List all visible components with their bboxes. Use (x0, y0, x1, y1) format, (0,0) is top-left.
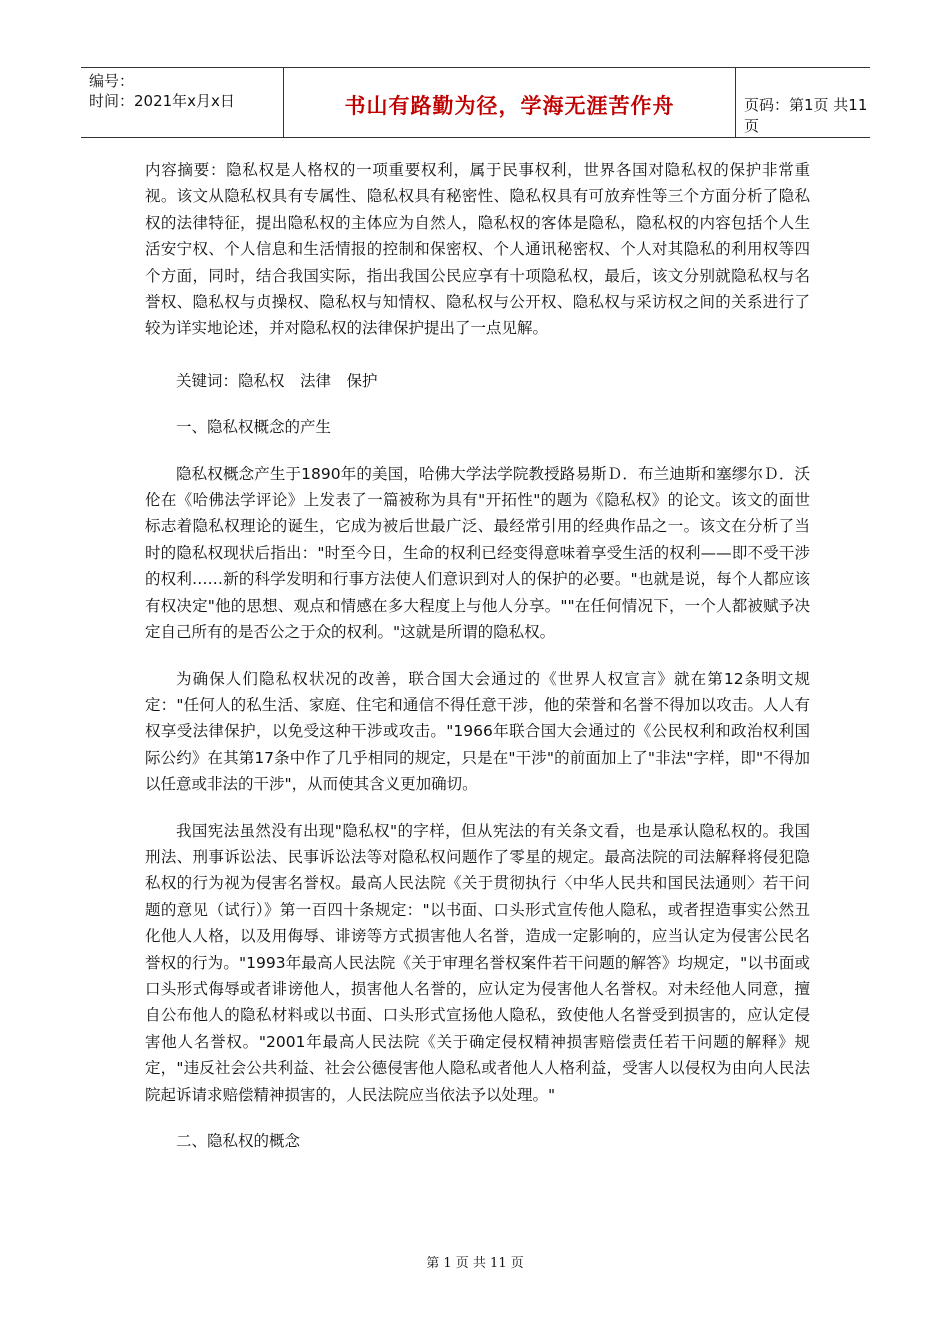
body-paragraph-3: 我国宪法虽然没有出现"隐私权"的字样，但从宪法的有关条文看，也是承认隐私权的。我国刑法、刑事诉讼法、民事诉讼法等对隐私权问题作了零星的规定。最高法院的司法解释将侵犯隐私权的行为视为侵害名誉权。最高人民法院《关于贯彻执行〈中华人民共和国民法通则〉若干问题的意见（试行）》第一百四十条规定："以书面、口头形式宣传他人隐私，或者捏造事实公然丑化他人人格，以及用侮辱、诽谤等方式损害他人名誉，造成一定影响的，应当认定为侵害公民名誉权的行为。"1993年最高人民法院《关于审理名誉权案件若干问题的解答》均规定，"以书面或口头形式侮辱或者诽谤他人，损害他人名誉的，应认定为侵害他人名誉权。对未经他人同意，擅自公布他人的隐私材料或以书面、口头形式宣扬他人隐私，致使他人名誉受到损害的，应认定侵害他人名誉权。"2001年最高人民法院《关于确定侵权精神损害赔偿责任若干问题的解释》规定，"违反社会公共利益、社会公德侵害他人隐私或者他人人格利益，受害人以侵权为由向人民法院起诉请求赔偿精神损害的，人民法院应当依法予以处理。" (145, 821, 810, 1104)
body-paragraph-2: 为确保人们隐私权状况的改善，联合国大会通过的《世界人权宣言》就在第12条明文规定："任何人的私生活、家庭、住宅和通信不得任意干涉，他的荣誉和名誉不得加以攻击。人人有权享受法律保护，以免受这种干涉或攻击。"1966年联合国大会通过的《公民权利和政治权利国际公约》在其第17条中作了几乎相同的规定，只是在"干涉"的前面加上了"非法"字样，即"不得加以任意或非法的干涉"，从而使其含义更加确切。 (145, 669, 810, 794)
section-1-heading: 一、隐私权概念的产生 (176, 418, 332, 437)
header-motto: 书山有路勤为径，学海无涯苦作舟 (344, 94, 675, 118)
header-page-cell (736, 68, 870, 137)
document-header (81, 67, 870, 138)
header-meta-cell (81, 68, 284, 137)
body-paragraph-1: 隐私权概念产生于1890年的美国，哈佛大学法学院教授路易斯Ｄ．布兰迪斯和塞缪尔Ｄ．沃伦在《哈佛法学评论》上发表了一篇被称为具有"开拓性"的题为《隐私权》的论文。该文的面世标志着隐私权理论的诞生，它成为被后世最广泛、最经常引用的经典作品之一。该文在分析了当时的隐私权现状后指出："时至今日，生命的权利已经变得意味着享受生活的权利——即不受干涉的权利……新的科学发明和行事方法使人们意识到对人的保护的必要。"也就是说，每个人都应该有权决定"他的思想、观点和情感在多大程度上与他人分享。""在任何情况下，一个人都被赋予决定自己所有的是否公之于众的权利。"这就是所谓的隐私权。 (145, 464, 810, 642)
header-page-info: 页码：第1页 共11页 (744, 96, 868, 135)
abstract-paragraph: 内容摘要：隐私权是人格权的一项重要权利，属于民事权利，世界各国对隐私权的保护非常重视。该文从隐私权具有专属性、隐私权具有秘密性、隐私权具有可放弃性等三个方面分析了隐私权的法律特征，提出隐私权的主体应为自然人，隐私权的客体是隐私，隐私权的内容包括个人生活安宁权、个人信息和生活情报的控制和保密权、个人通讯秘密权、个人对其隐私的利用权等四个方面，同时，结合我国实际，指出我国公民应享有十项隐私权，最后，该文分别就隐私权与名誉权、隐私权与贞操权、隐私权与知情权、隐私权与公开权、隐私权与采访权之间的关系进行了较为详实地论述，并对隐私权的法律保护提出了一点见解。 (145, 161, 810, 338)
document-body (145, 157, 810, 1154)
header-motto-cell (284, 68, 736, 137)
document-number-label: 编号： (89, 72, 135, 90)
section-2-heading: 二、隐私权的概念 (176, 1132, 301, 1150)
document-time-label: 时间：2021年x月x日 (89, 92, 235, 110)
keywords-line: 关键词：隐私权 法律 保护 (176, 371, 378, 390)
page-footer: 第 1 页 共 11 页 (426, 1256, 524, 1271)
